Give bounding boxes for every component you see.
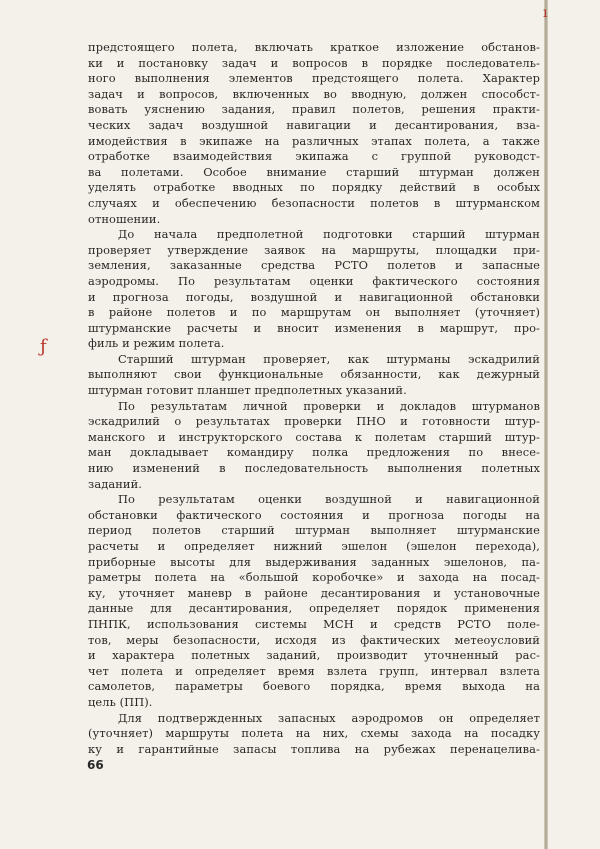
text-line: ческих задач воздушной навигации и десантирования, вза- <box>88 117 540 132</box>
body-text <box>88 40 540 757</box>
text-line: По результатам личной проверки и докладов штурманов <box>118 398 540 413</box>
text-line: и прогноза погоды, воздушной и навигационной обстановки <box>88 289 540 304</box>
paragraph <box>88 399 540 493</box>
paragraph <box>88 711 540 758</box>
text-line: эскадрилий о результатах проверки ПНО и готовности штур- <box>88 414 540 429</box>
text-line: манского и инструкторского состава к полетам старший штур- <box>88 429 540 444</box>
text-line: выполняют свои функциональные обязанности, как дежурный <box>88 367 540 382</box>
text-line: чет полета и определяет время взлета групп, интервал взлета <box>88 663 540 678</box>
margin-mark: ƒ <box>40 336 47 357</box>
text-line: имодействия в экипаже на различных этапах полета, а также <box>88 133 540 148</box>
text-line: раметры полета на «большой коробочке» и захода на посад- <box>88 570 540 585</box>
text-line: проверяет утверждение заявок на маршруты, площадки при- <box>88 242 540 257</box>
text-line: ПНПК, использования системы МСН и средств РСТО поле- <box>88 616 540 631</box>
text-line: уделять отработке вводных по порядку действий в особых <box>88 180 540 195</box>
page-fold-edge <box>544 0 548 849</box>
text-line: (уточняет) маршруты полета на них, схемы захода на посадку <box>88 726 540 741</box>
text-line: в районе полетов и по маршрутам он выполняет (уточняет) <box>88 305 540 320</box>
text-line: ва полетами. Особое внимание старший штурман должен <box>88 164 540 179</box>
text-line: отношении. <box>88 211 161 226</box>
text-line: вовать уяснению задания, правил полетов, решения практи- <box>88 102 540 117</box>
text-line: и характера полетных заданий, производит уточненный рас- <box>88 648 540 663</box>
text-line: тов, меры безопасности, исходя из фактических метеоусловий <box>88 632 540 647</box>
text-line: нию изменений в последовательность выполнения полетных <box>88 461 540 476</box>
paragraph <box>88 352 540 399</box>
text-line: заданий. <box>88 476 143 491</box>
text-line: По результатам оценки воздушной и навигационной <box>118 492 540 507</box>
page-number: 66 <box>87 758 104 772</box>
text-line: Для подтвержденных запасных аэродромов он определяет <box>118 710 540 725</box>
text-line: период полетов старший штурман выполняет штурманские <box>88 523 540 538</box>
text-line: ман докладывает командиру полка предложения по внесе- <box>88 445 540 460</box>
text-line: ку, уточняет маневр в районе десантирования и установочные <box>88 585 540 600</box>
text-line: отработке взаимодействия экипажа с группой руководст- <box>88 149 540 164</box>
text-line: Старший штурман проверяет, как штурманы эскадрилий <box>118 351 540 366</box>
paragraph <box>88 492 540 710</box>
text-line: самолетов, параметры боевого порядка, время выхода на <box>88 679 540 694</box>
text-line: случаях и обеспечению безопасности полетов в штурманском <box>88 195 540 210</box>
text-line: расчеты и определяет нижний эшелон (эшелон перехода), <box>88 539 540 553</box>
text-line: предстоящего полета, включать краткое изложение обстанов- <box>88 40 540 54</box>
text-line: аэродромы. По результатам оценки фактического состояния <box>88 273 540 288</box>
text-line: штурман готовит планшет предполетных указаний. <box>88 383 407 398</box>
text-line: обстановки фактического состояния и прогноза погоды на <box>88 507 540 522</box>
text-line: приборные высоты для выдерживания заданных эшелонов, па- <box>88 554 540 569</box>
text-line: ки и постановку задач и вопросов в порядке последователь- <box>88 55 540 70</box>
paragraph <box>88 227 540 352</box>
text-line: филь и режим полета. <box>88 336 225 351</box>
margin-mark: ı <box>543 5 548 21</box>
text-line: штурманские расчеты и вносит изменения в маршрут, про- <box>88 320 540 335</box>
text-line: данные для десантирования, определяет порядок применения <box>88 601 540 616</box>
paragraph <box>88 40 540 227</box>
text-line: ку и гарантийные запасы топлива на рубежах перенацелива- <box>88 741 540 756</box>
text-line: цель (ПП). <box>88 694 153 709</box>
text-line: До начала предполетной подготовки старший штурман <box>118 227 540 242</box>
text-line: задач и вопросов, включенных во вводную, должен способст- <box>88 86 540 101</box>
text-line: ного выполнения элементов предстоящего полета. Характер <box>88 71 540 86</box>
text-line: земления, заказанные средства РСТО полетов и запасные <box>88 258 540 273</box>
